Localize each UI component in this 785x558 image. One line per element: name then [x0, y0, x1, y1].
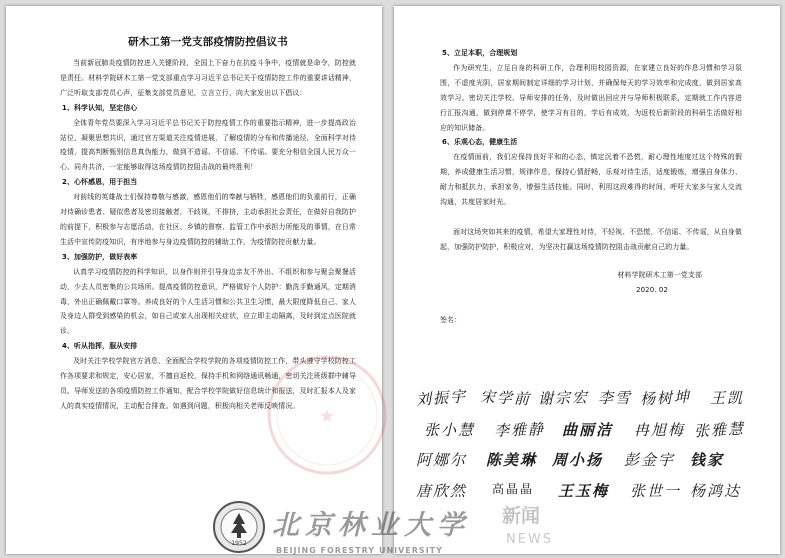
handwritten-signature: 周小扬 — [552, 451, 604, 469]
section-2-heading: 2、心怀感恩，用于担当 — [62, 178, 138, 187]
handwritten-signature: 张雅慧 — [693, 419, 746, 441]
handwritten-signature: 王玉梅 — [558, 482, 610, 500]
handwritten-signature: 杨树坤 — [639, 387, 692, 409]
right-page-content — [440, 46, 742, 328]
logo-year: 1952 — [231, 540, 247, 547]
section-5-heading: 5、立足本职，合理规划 — [442, 49, 518, 57]
university-name-en: BEIJING FORESTRY UNIVERSITY — [276, 546, 443, 555]
section-4-heading: 4、听从指挥，服从安排 — [62, 342, 138, 351]
handwritten-signature: 张世一 — [630, 482, 682, 500]
handwritten-signature: 刘振宇 — [415, 387, 468, 409]
handwritten-signature: 彭金宇 — [624, 451, 676, 469]
right-page — [394, 6, 780, 554]
handwritten-signature: 王凯 — [710, 389, 745, 407]
signature-row-1 — [412, 387, 745, 417]
section-1-heading: 1、科学认知，坚定信心 — [62, 103, 138, 112]
section-3-text: 认真学习疫情防控的科学知识，以身作则并引导身边亲友不外出、不组织和参与聚会聚餐活动，少去人员密集的公共场所。提高疫情防控意识，严格做好个人防护：勤洗手勤通风，定期消毒，外出正确佩戴口罩等。养成良好的个人生活习惯和公共卫生习惯，最大限度降低自己、家人及身边人群受到感染的机会，如自己或家人出现相关症状，应立即主动隔离，及时到定点医院就诊。 — [60, 267, 356, 336]
handwritten-signature: 高晶晶 — [492, 482, 535, 496]
university-logo — [212, 500, 266, 554]
document-title: 研木工第一党支部疫情防控倡议书 — [128, 36, 288, 48]
news-watermark-en: NEWS — [506, 532, 554, 547]
university-name-cn: 北京林业大学 — [272, 510, 470, 541]
news-watermark-cn: 新闻 — [502, 505, 541, 527]
intro-paragraph: 当前新冠肺炎疫情防控进入关键阶段，全国上下奋力在抗疫斗争中，疫情就是命令，防控就是责任。材料学院研木工第一党支部重点学习习近平总书记关于疫情防控工作的重要讲话精神，广泛听取支部党员心声，征集支部党员意见，立言立行，向大家发出以下倡议： — [60, 59, 356, 97]
handwritten-signature: 杨鸿达 — [690, 482, 742, 500]
handwritten-signature: 唐欣然 — [416, 482, 468, 500]
handwritten-signature: 冉旭梅 — [634, 421, 686, 439]
sign-label: 签名： — [440, 315, 462, 324]
signature-row-3 — [412, 449, 742, 479]
section-4-text: 及时关注学校学院官方消息，全面配合学校学院的各项疫情防控工作，带头遵守学校防控工作各项要求和规定，安心居家，不擅自返校，保持手机和网络通讯畅通，密切关注班级群中辅导员、导师发送的各项疫情防控工作通知，配合学校学院做好信息统计和报送，及时汇报本人及家人的真实疫情情况，主动配合排查。如遇到问题，积极向相关老师反映情况。 — [60, 357, 356, 410]
handwritten-signature: 宋学前 — [479, 387, 532, 409]
signature-row-2 — [412, 419, 746, 449]
section-6-heading: 6、乐观心态，健康生活 — [442, 138, 518, 147]
section-2-text: 对前线的英雄战士们保持尊敬与感激，感恩他们的奉献与牺牲，感恩他们的负重前行，正确对待确诊患者、疑似患者及密切接触者，不歧视，不排挤，主动承担社会责任，在做好自我防护的前提下，积极参与志愿活动，在社区、乡镇的督察、监管工作中承担力所能及的事情，在日常生活中宣传防疫知识，有序地参与身边疫情防控的辅助工作，为疫情防控贡献力量。 — [60, 193, 356, 246]
signature-organization: 材料学院研木工第一党支部 — [617, 270, 702, 279]
handwritten-signature: 曲丽洁 — [562, 421, 614, 439]
section-1-text: 全体青年党员要深入学习习近平总书记关于防控疫情工作的重要指示精神，进一步提高政治站位，凝聚思想共识，通过官方渠道关注疫情进展，了解疫情的分布和传播途径，全面科学对待疫情，提高判断甄别信息真伪能力，做到不造谣、不信谣、不传谣。要充分相信全国人民万众一心、同舟共济，一定能够取得这场疫情防控阻击战的最终胜利！ — [60, 118, 356, 172]
section-6-text: 在疫情面前，我们应保持良好平和的心态，镇定沉着不恐慌，耐心理性地度过这个特殊的假期，养成健康生活习惯，规律作息，保持心情舒畅，乐观对待生活，适度锻炼，增强自身体力、耐力和抵抗力，承担家务，增强生活技能。同时，利用这段难得的时间，呼吁大家多与家人交流沟通，共度居家时光。 — [440, 153, 742, 207]
section-5-text: 作为研究生，立足自身的科研工作，合理利用校园资源，在家建立良好的作息习惯和学习氛围，不虚度光阴，居家期间制定详细的学习计划，并确保每天的学习效率和完成度，做到居家高效学习。密切关注学校、导师安排的任务，及时做出回应并与导师积极联系，定期就工作内容进行汇报沟通，做到停课不停学，使学习有目的，学后有成效，为返校后新阶段的科研生活做好相应的知识储备。 — [440, 63, 742, 132]
svg-text:★: ★ — [318, 406, 336, 427]
handwritten-signature: 张小慧 — [424, 421, 476, 439]
handwritten-signature: 钱家 — [690, 451, 725, 469]
party-branch-seal-stamp — [262, 350, 392, 480]
handwritten-signature: 谢宗宏 — [537, 388, 590, 408]
handwritten-signature: 阿娜尔 — [416, 451, 468, 469]
section-3-heading: 3、加强防护，做好表率 — [62, 252, 138, 261]
signature-date: 2020. 02 — [636, 285, 668, 294]
handwritten-signature: 陈美琳 — [486, 451, 538, 469]
handwritten-signature: 李雪 — [598, 389, 633, 407]
closing-paragraph: 面对这场突如其来的疫情，希望大家理性对待，不轻视、不恐慌、不信谣、不传谣，从自身做起，加强防护防护，积极应对，为坚决打赢这场疫情防控阻击战贡献自己的力量。 — [440, 227, 742, 251]
handwritten-signature: 李雅静 — [493, 420, 546, 440]
